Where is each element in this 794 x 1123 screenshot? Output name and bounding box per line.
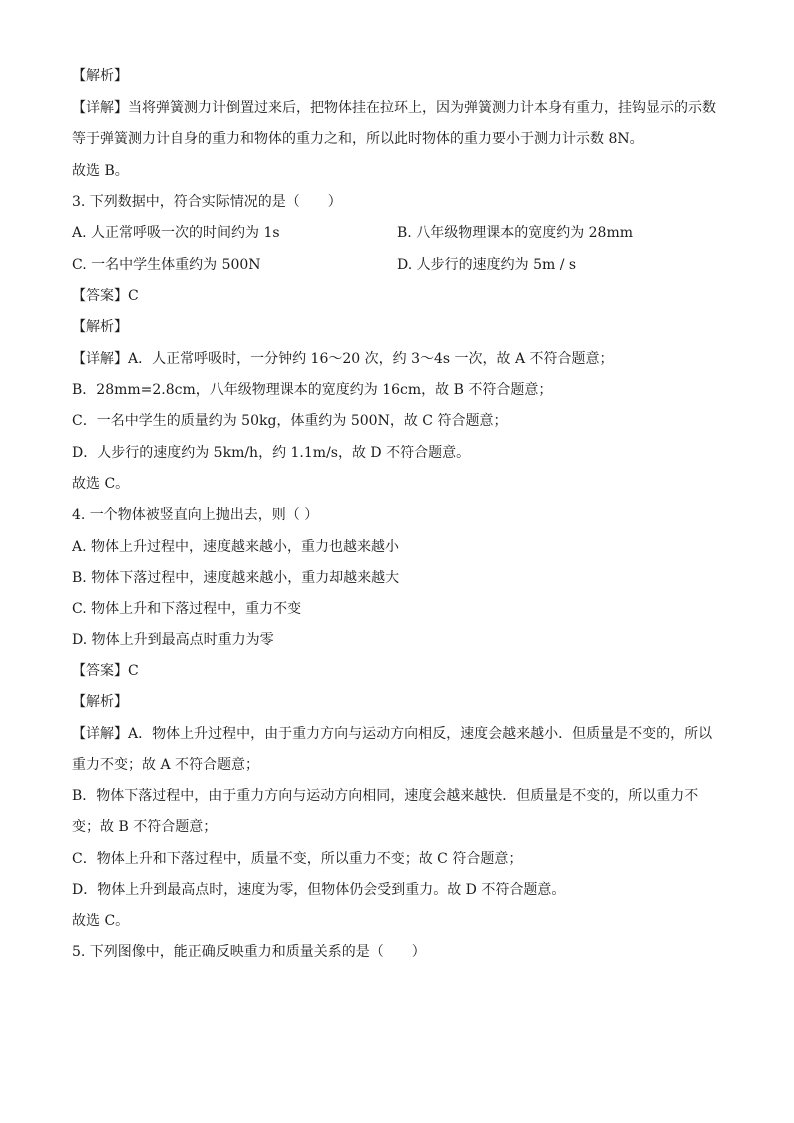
option-c: C. 物体上升和下落过程中，重力不变 <box>72 601 302 617</box>
question-5-stem: 5. 下列图像中，能正确反映重力和质量关系的是（ ） <box>72 944 426 960</box>
explanation-line: D．物体上升到最高点时，速度为零，但物体仍会受到重力。故 D 不符合题意。 <box>72 882 566 898</box>
option-c: C. 一名中学生体重约为 500N <box>72 257 261 273</box>
option-b: B. 物体下落过程中，速度越来越小，重力却越来越大 <box>72 570 400 586</box>
explanation-line: B．物体下落过程中，由于重力方向与运动方向相同，速度会越来越快．但质量是不变的，所以重力不 <box>72 788 699 804</box>
explanation-line: 【详解】当将弹簧测力计倒置过来后，把物体挂在拉环上，因为弹簧测力计本身有重力，挂钩显示的示数 <box>72 100 716 116</box>
explanation-line: 【详解】A．人正常呼吸时，一分钟约 16～20 次，约 3～4s 一次，故 A 不符合题意； <box>72 351 614 367</box>
explanation-line: B．28mm=2.8cm，八年级物理课本的宽度约为 16cm，故 B 不符合题意； <box>72 382 553 398</box>
answer-heading: 【答案】C <box>72 663 139 679</box>
option-a: A. 物体上升过程中，速度越来越小，重力也越来越小 <box>72 539 400 555</box>
question-3-stem: 3. 下列数据中，符合实际情况的是（ ） <box>72 194 342 210</box>
explanation-line: 【详解】A．物体上升过程中，由于重力方向与运动方向相反，速度会越来越小．但质量是不变的，所以 <box>72 726 713 742</box>
explanation-line: C．一名中学生的质量约为 50kg，体重约为 500N，故 C 符合题意； <box>72 413 508 429</box>
answer-choice-line: 故选 C。 <box>72 476 130 492</box>
option-d: D. 物体上升到最高点时重力为零 <box>72 632 274 648</box>
option-d: D. 人步行的速度约为 5m / s <box>397 257 577 273</box>
analysis-heading: 【解析】 <box>72 319 128 335</box>
question-4-stem: 4. 一个物体被竖直向上抛出去，则（ ） <box>72 507 319 523</box>
explanation-line: 重力不变；故 A 不符合题意； <box>72 757 260 773</box>
option-a: A. 人正常呼吸一次的时间约为 1s <box>72 225 280 241</box>
explanation-line: D．人步行的速度约为 5km/h，约 1.1m/s，故 D 不符合题意。 <box>72 445 471 461</box>
explanation-line: 变；故 B 不符合题意； <box>72 819 218 835</box>
analysis-heading: 【解析】 <box>72 68 128 84</box>
explanation-line: C．物体上升和下落过程中，质量不变，所以重力不变；故 C 符合题意； <box>72 851 523 867</box>
answer-heading: 【答案】C <box>72 288 139 304</box>
analysis-heading: 【解析】 <box>72 694 128 710</box>
answer-choice-line: 故选 C。 <box>72 913 130 929</box>
answer-choice-line: 故选 B。 <box>72 163 129 179</box>
option-b: B. 八年级物理课本的宽度约为 28mm <box>397 225 634 241</box>
explanation-line: 等于弹簧测力计自身的重力和物体的重力之和，所以此时物体的重力要小于测力计示数 8N。 <box>72 131 644 147</box>
